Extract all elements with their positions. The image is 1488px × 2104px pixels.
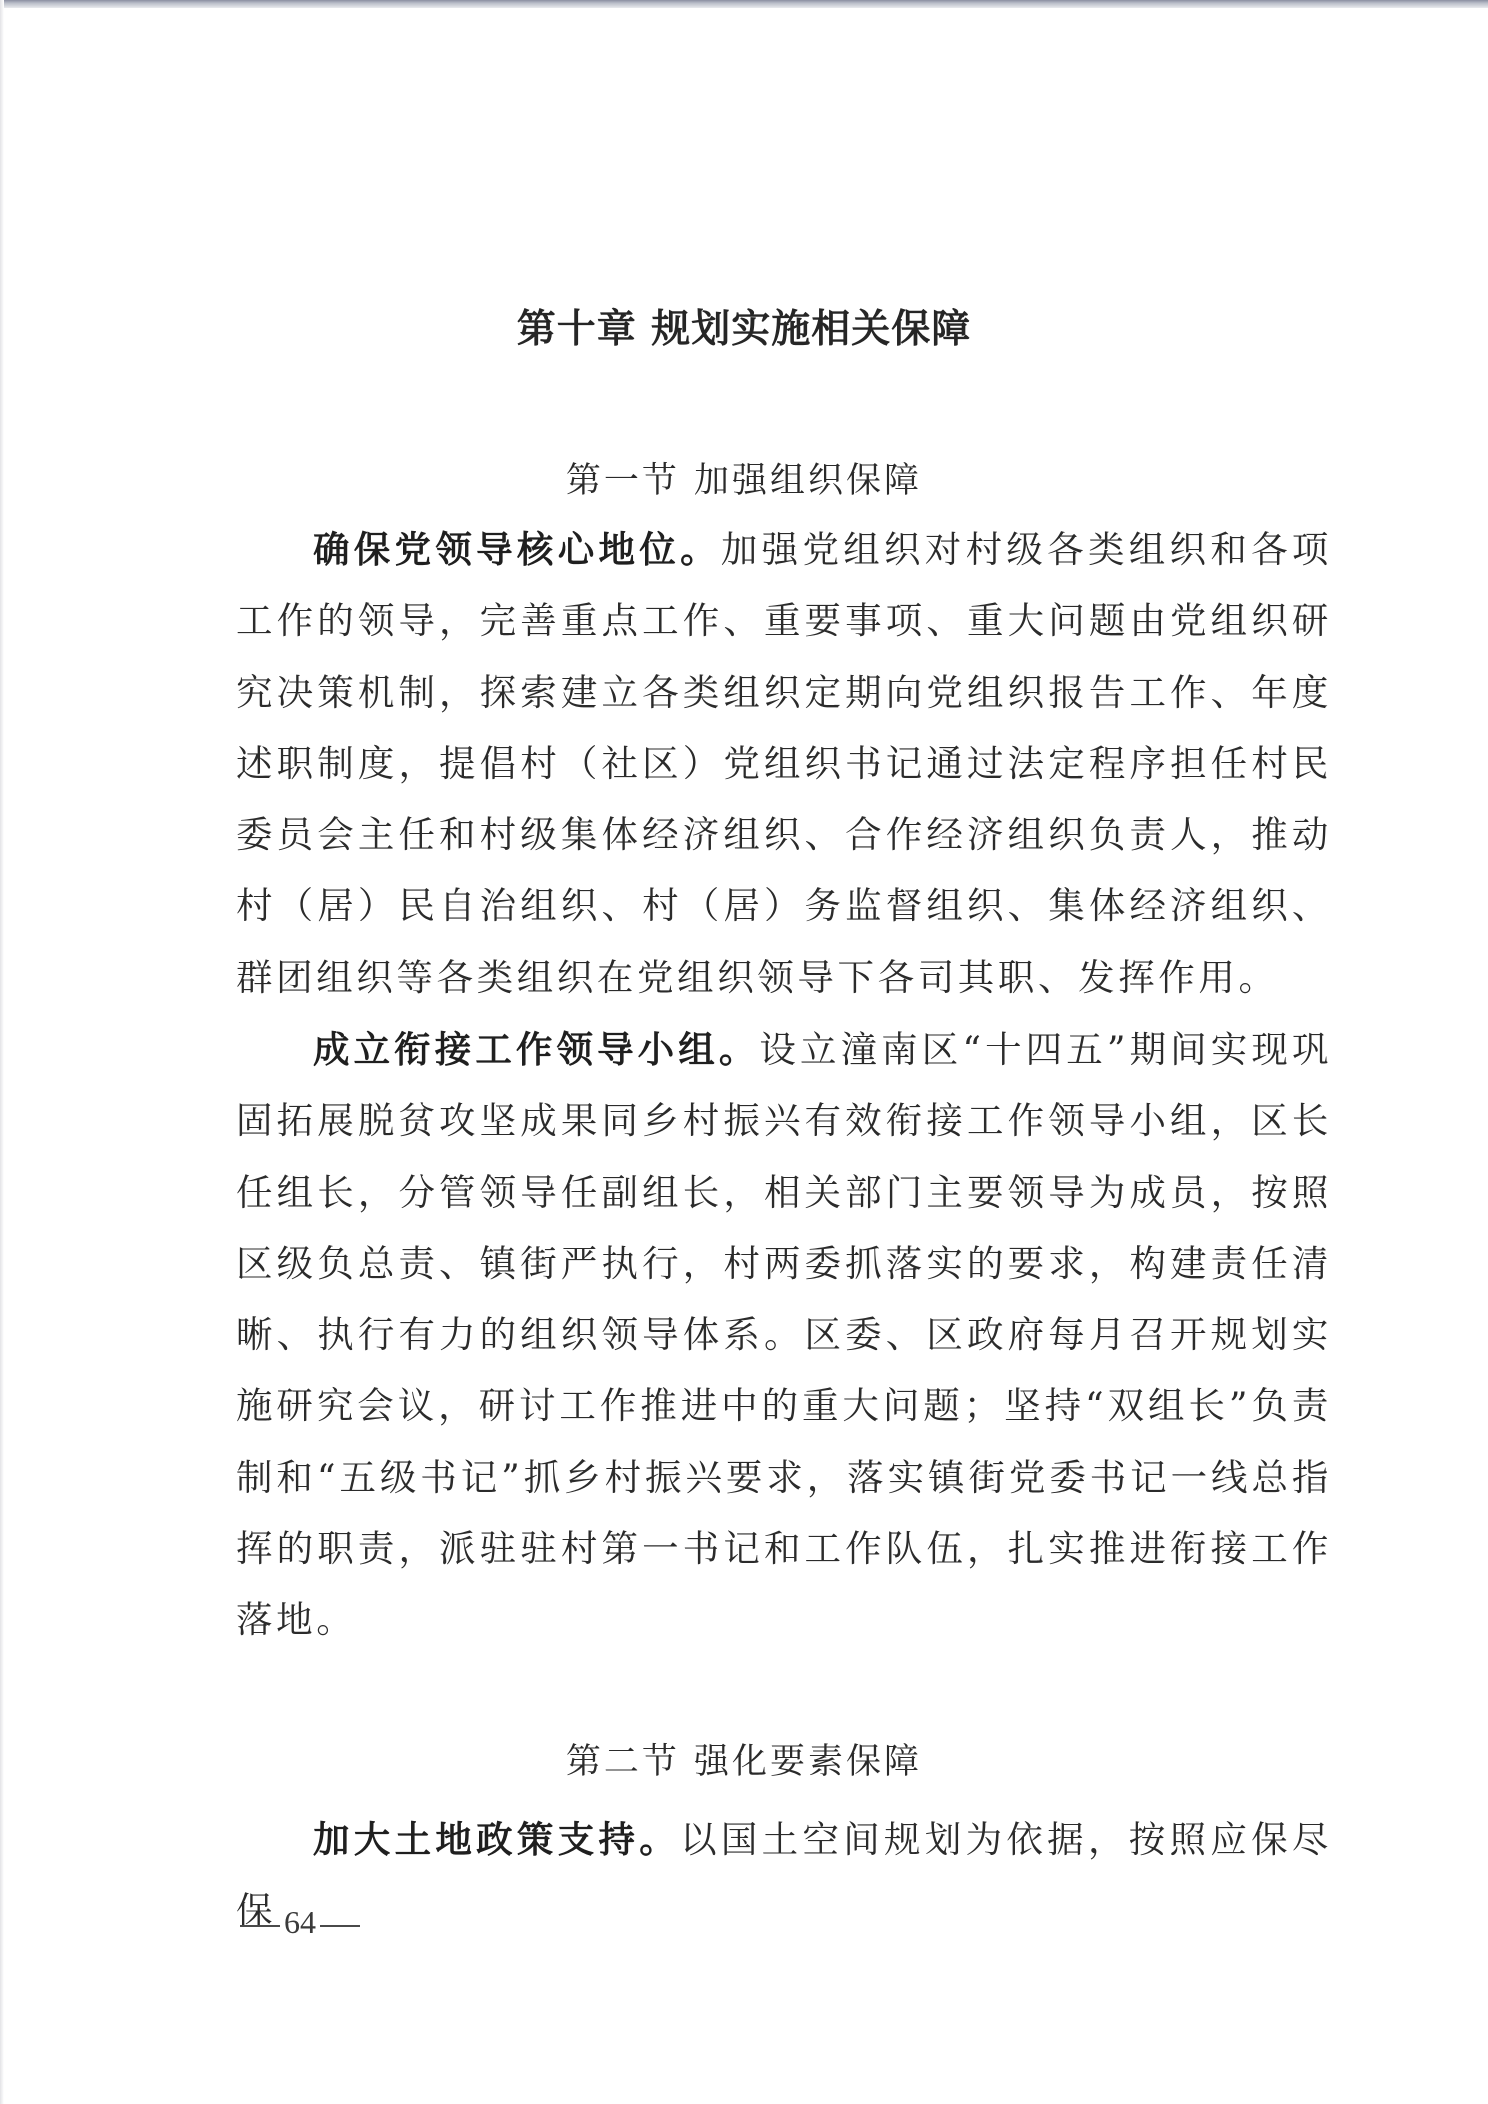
page-number-dash-left [240,1925,280,1927]
paragraph-leading-group [236,1014,1332,1656]
paragraph-land-policy [236,1804,1332,1947]
paragraph-body: 以国土空间规划为依据，按照应保尽保 [236,1818,1332,1933]
page-number [236,1904,364,1941]
paragraph-body: 设立潼南区“十四五”期间实现巩固拓展脱贫攻坚成果同乡村振兴有效衔接工作领导小组，区长任组长，分管领导任副组长，相关部门主要领导为成员，按照区级负总责、镇街严执行，村两委抓落实的要求，构建责任清晰、执行有力的组织领导体系。区委、区政府每月召开规划实施研究会议，研讨工作推进中的重大问题；坚持“双组长”负责制和“五级书记”抓乡村振兴要求，落实镇街党委书记一线总指挥的职责，派驻驻村第一书记和工作队伍，扎实推进衔接工作落地。 [236,1028,1332,1642]
paragraph-body: 加强党组织对村级各类组织和各项工作的领导，完善重点工作、重要事项、重大问题由党组织研究决策机制，探索建立各类组织定期向党组织报告工作、年度述职制度，提倡村（社区）党组织书记通过法定程序担任村民委员会主任和村级集体经济组织、合作经济组织负责人，推动村（居）民自治组织、村（居）务监督组织、集体经济组织、群团组织等各类组织在党组织领导下各司其职、发挥作用。 [236,528,1332,999]
paragraph-party-leadership [236,514,1332,1013]
section-title-2: 第二节 强化要素保障 [565,1742,923,1782]
page-number-dash-right [320,1925,360,1927]
page-number-value: 64 [284,1904,316,1940]
chapter-title: 第十章 规划实施相关保障 [516,307,972,352]
paragraph-lead: 成立衔接工作领导小组。 [313,1028,760,1071]
paragraph-lead: 确保党领导核心地位。 [313,528,721,571]
section-title-1: 第一节 加强组织保障 [565,461,923,501]
paragraph-lead: 加大土地政策支持。 [313,1818,681,1861]
